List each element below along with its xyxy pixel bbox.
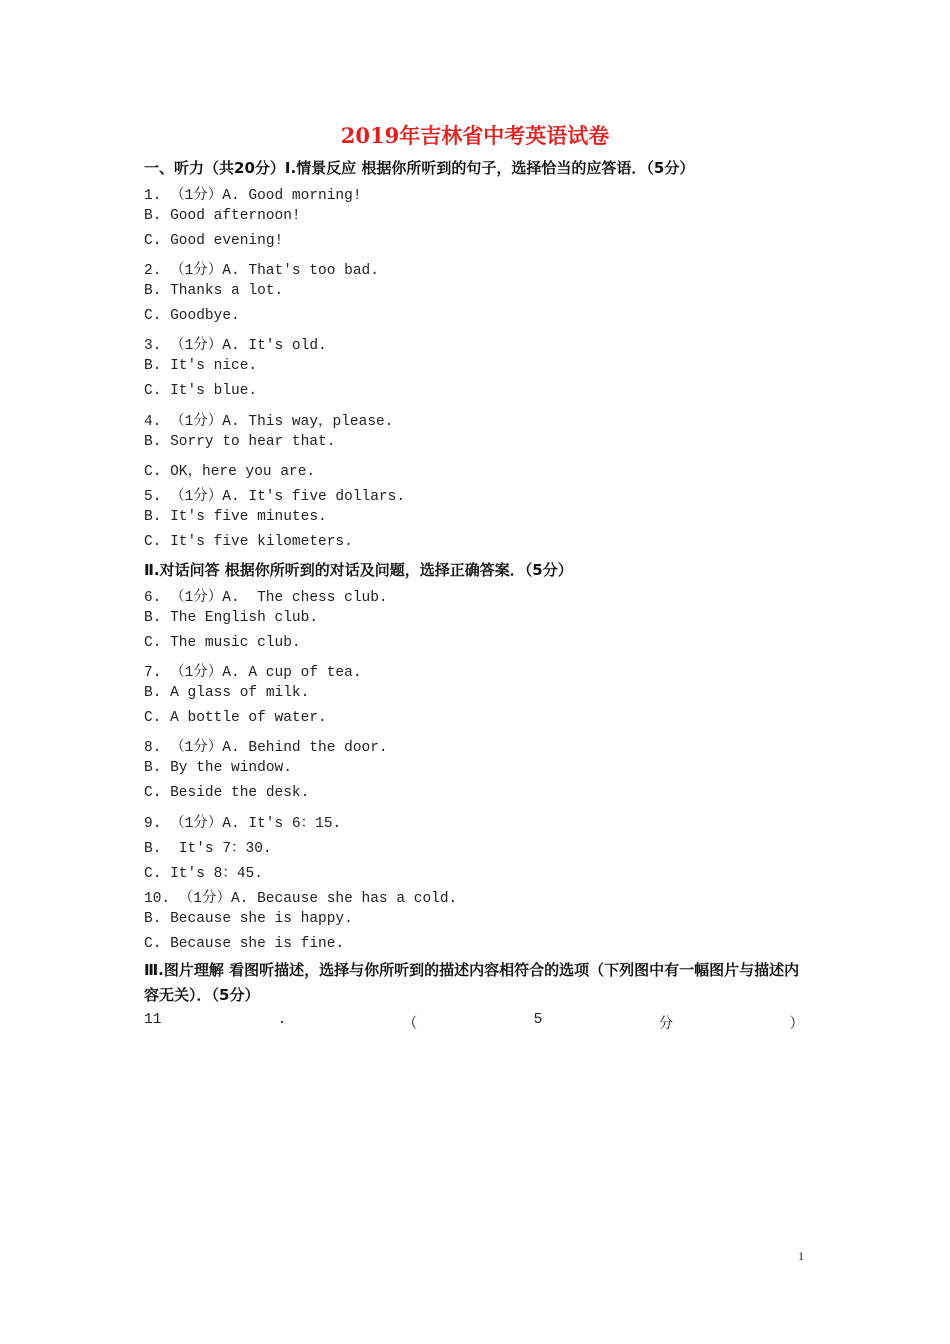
score-close-paren: ） (789, 1017, 804, 1033)
question-line: 10. （1分）A. Because she has a cold. (144, 891, 458, 907)
option-line: C. Good evening! (144, 233, 284, 249)
exam-title: 2019年吉林省中考英语试卷 (340, 123, 610, 148)
section1-heading: 一、听力（共20分）Ⅰ.情景反应 根据你所听到的句子，选择恰当的应答语．（5分） (144, 159, 695, 177)
question-line: 8. （1分）A. Behind the door. (144, 740, 388, 756)
score-value: 5 (533, 1012, 543, 1028)
option-line: B. Sorry to hear that. (144, 434, 336, 450)
question-line: 4. （1分）A. This way，please. (144, 414, 394, 430)
option-line: B. Thanks a lot. (144, 283, 284, 299)
option-line: C. Because she is fine. (144, 936, 345, 952)
score-open-paren: （ (402, 1017, 418, 1033)
option-line: C. It's 8：45. (144, 866, 263, 882)
option-line: C. Goodbye. (144, 308, 240, 324)
option-line: B. It's 7：30. (144, 841, 272, 857)
question-line: 2. （1分）A. That's too bad. (144, 263, 379, 279)
question-11-line (144, 1012, 804, 1033)
question-dot: . (277, 1012, 287, 1028)
option-line: B. Because she is happy. (144, 911, 353, 927)
option-line: C. OK，here you are. (144, 464, 316, 480)
question-line: 6. （1分）A. The chess club. (144, 590, 388, 606)
option-line: B. A glass of milk. (144, 685, 310, 701)
option-line: B. Good afternoon! (144, 208, 301, 224)
option-line: C. The music club. (144, 635, 301, 651)
option-line: B. It's five minutes. (144, 509, 327, 525)
option-line: C. Beside the desk. (144, 785, 310, 801)
option-line: B. The English club. (144, 610, 319, 626)
section2-heading: Ⅱ.对话问答 根据你所听到的对话及问题，选择正确答案．（5分） (144, 561, 573, 579)
option-line: C. It's five kilometers. (144, 534, 353, 550)
section3-heading: Ⅲ.图片理解 看图听描述，选择与你所听到的描述内容相符合的选项（下列图中有一幅图片与描述内容无关）．（5分） (144, 961, 800, 1004)
question-line: 5. （1分）A. It's five dollars. (144, 489, 406, 505)
option-line: C. A bottle of water. (144, 710, 327, 726)
score-unit: 分 (658, 1017, 674, 1033)
question-number: 11 (144, 1012, 162, 1028)
question-line: 1. （1分）A. Good morning! (144, 188, 362, 204)
question-line: 7. （1分）A. A cup of tea. (144, 665, 362, 681)
option-line: C. It's blue. (144, 383, 258, 399)
question-line: 3. （1分）A. It's old. (144, 338, 327, 354)
question-line: 9. （1分）A. It's 6：15. (144, 816, 342, 832)
option-line: B. It's nice. (144, 358, 258, 374)
page-number: 1 (798, 1249, 804, 1263)
option-line: B. By the window. (144, 760, 292, 776)
